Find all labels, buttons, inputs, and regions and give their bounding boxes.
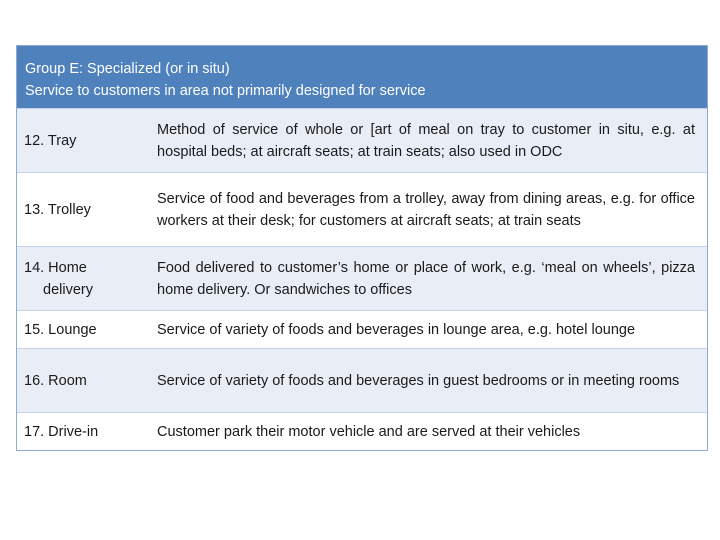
table-row	[17, 412, 707, 450]
row-label-line2: delivery	[43, 281, 93, 298]
table-row	[17, 348, 707, 412]
service-methods-table	[16, 45, 708, 451]
row-description: Service of variety of foods and beverages in guest bedrooms or in meeting rooms	[157, 372, 680, 389]
row-label: 15. Lounge	[24, 321, 97, 338]
table-row	[17, 108, 707, 172]
row-label	[17, 257, 157, 301]
row-label: 17. Drive-in	[24, 423, 99, 440]
row-label: 12. Tray	[24, 132, 77, 149]
header-group-title: Group E: Specialized (or in situ)	[25, 61, 230, 77]
header-group-subtitle: Service to customers in area not primarily designed for service	[25, 83, 426, 99]
row-description: Food delivered to customer’s home or place of work, e.g. ‘meal on wheels’, pizza home delivery. Or sandwiches to offices	[157, 259, 695, 298]
row-label-line1: 14. Home	[24, 259, 87, 276]
row-label: 13. Trolley	[24, 201, 91, 218]
table-header	[17, 46, 707, 108]
table-row	[17, 310, 707, 348]
table-row	[17, 172, 707, 246]
row-description: Customer park their motor vehicle and are served at their vehicles	[157, 423, 581, 440]
row-description: Service of food and beverages from a trolley, away from dining areas, e.g. for office workers at their desk; for customers at aircraft seats; at train seats	[157, 190, 695, 229]
row-description: Service of variety of foods and beverages in lounge area, e.g. hotel lounge	[157, 321, 636, 338]
table-row	[17, 246, 707, 310]
row-description: Method of service of whole or [art of meal on tray to customer in situ, e.g. at hospital beds; at aircraft seats; at train seats; also used in ODC	[157, 121, 695, 160]
row-label: 16. Room	[24, 372, 87, 389]
